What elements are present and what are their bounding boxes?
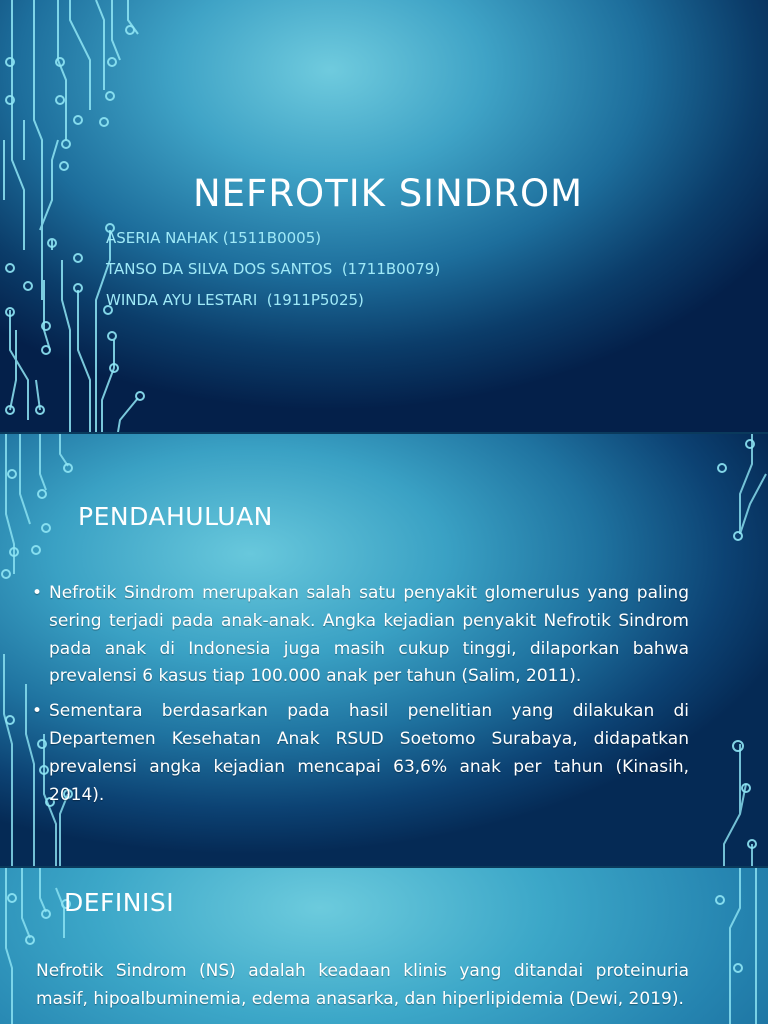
bullet-item bbox=[32, 580, 689, 691]
section-heading: PENDAHULUAN bbox=[78, 502, 273, 531]
author-list bbox=[106, 228, 440, 321]
circuit-decoration bbox=[0, 0, 768, 432]
introduction-slide[interactable] bbox=[0, 434, 768, 866]
definition-text: Nefrotik Sindrom (NS) adalah keadaan klinis yang ditandai proteinuria masif, hipoalbuminemia, edema anasarka, dan hiperlipidemia (Dewi, 2019). bbox=[36, 961, 689, 1009]
bullet-icon: • bbox=[32, 583, 43, 603]
author-line: TANSO DA SILVA DOS SANTOS (1711B0079) bbox=[106, 260, 441, 278]
author-line: ASERIA NAHAK (1511B0005) bbox=[106, 229, 322, 247]
bullet-icon: • bbox=[32, 701, 43, 722]
presentation-title: NEFROTIK SINDROM bbox=[192, 172, 584, 215]
title-slide[interactable] bbox=[0, 0, 768, 432]
bullet-text: Nefrotik Sindrom merupakan salah satu penyakit glomerulus yang paling sering terjadi pada anak-anak. Angka kejadian penyakit Nefrotik Sindrom pada anak di Indonesia juga masih cukup tinggi, dilaporkan bahwa prevalensi 6 kasus tiap 100.000 anak per tahun (Salim, 2011). bbox=[49, 583, 689, 687]
bullet-list bbox=[32, 580, 689, 816]
author-line: WINDA AYU LESTARI (1911P5025) bbox=[106, 291, 364, 309]
bullet-text: Sementara berdasarkan pada hasil penelitian yang dilakukan di Departemen Kesehatan Anak RSUD Soetomo Surabaya, didapatkan prevalensi angka kejadian mencapai 63,6% anak per tahun (Kinasih, 2014). bbox=[49, 701, 689, 805]
definition-slide[interactable] bbox=[0, 868, 768, 1024]
section-heading: DEFINISI bbox=[64, 888, 175, 917]
bullet-item bbox=[32, 698, 689, 809]
